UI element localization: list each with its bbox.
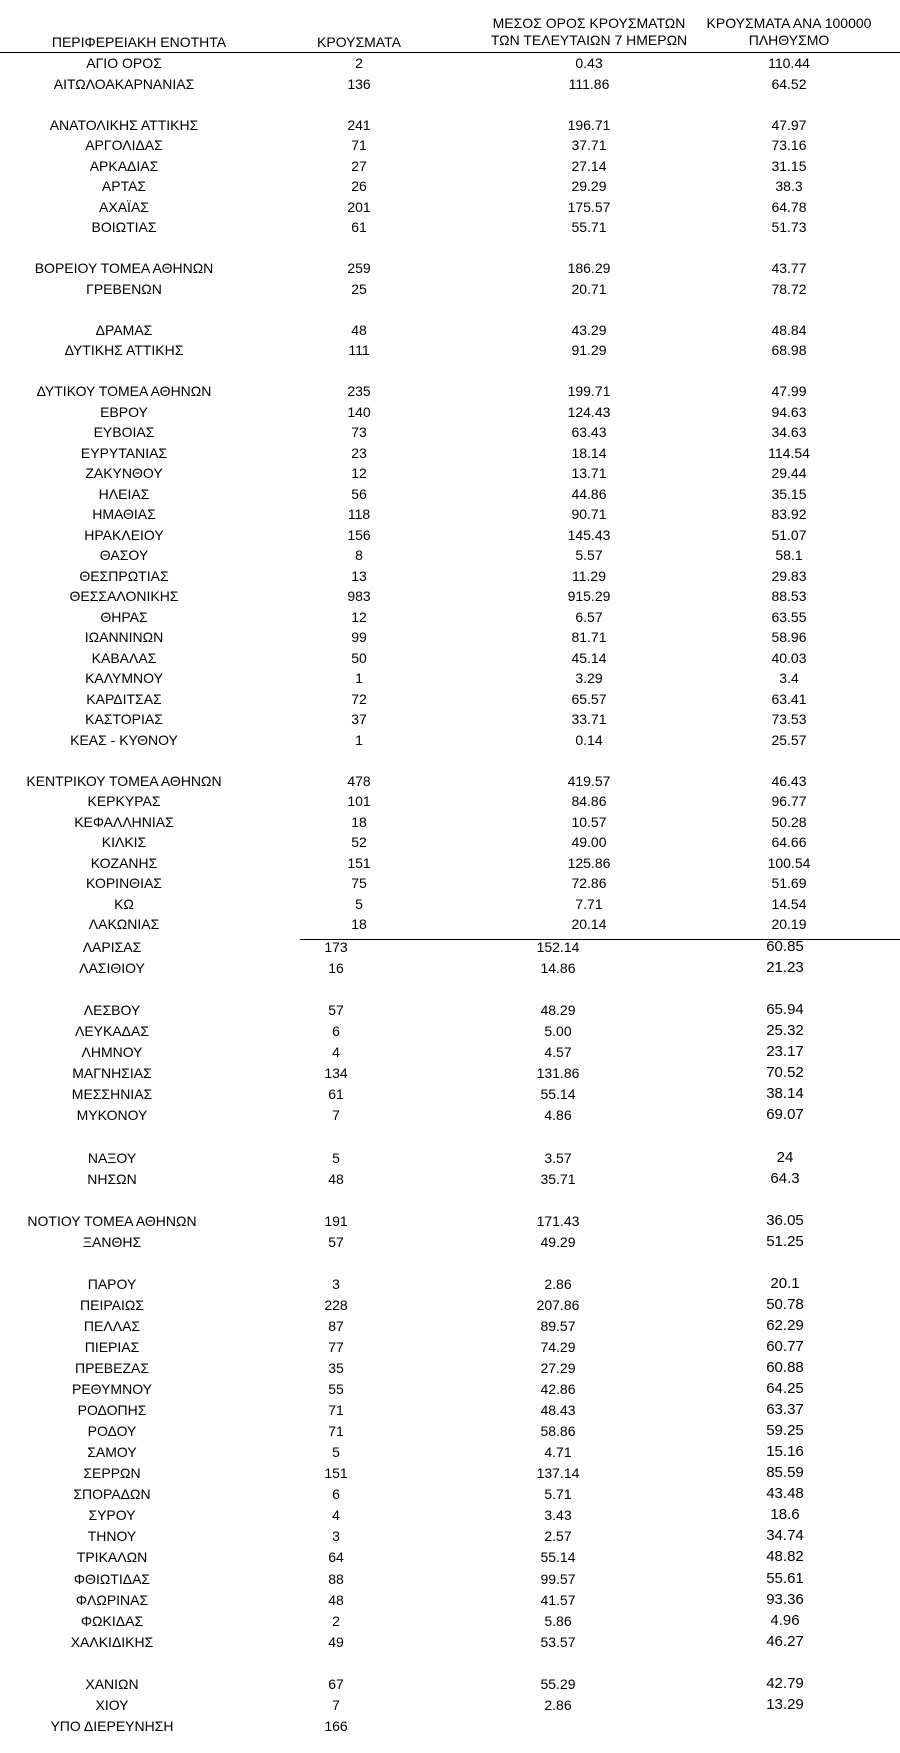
cases-value: 191 [324, 1212, 348, 1229]
cases-value: 166 [324, 1717, 348, 1734]
cases-value: 173 [324, 939, 348, 955]
cases-per-100000-value: 78.72 [771, 280, 807, 297]
cases-per-100000-value: 51.69 [771, 875, 807, 891]
cases-value: 111 [348, 342, 370, 358]
region-name: ΧΑΝΙΩΝ [85, 1675, 139, 1692]
avg-7-days-value: 199.71 [567, 383, 611, 399]
cases-per-100000-value: 25.57 [771, 731, 807, 748]
region-name: ΗΛΕΙΑΣ [98, 485, 150, 502]
cases-value: 134 [324, 1065, 348, 1082]
cases-per-100000-value: 63.37 [766, 1401, 804, 1419]
cases-per-100000-value: 51.25 [766, 1232, 804, 1250]
cases-per-100000-value: 29.44 [771, 465, 807, 481]
cases-per-100000-value: 36.05 [766, 1211, 804, 1229]
cases-per-100000-value: 88.53 [771, 588, 807, 604]
cases-per-100000-value: 48.82 [766, 1548, 804, 1566]
avg-7-days-value: 27.14 [571, 157, 607, 174]
cases-per-100000-value: 60.88 [766, 1359, 804, 1376]
region-name: ΣΕΡΡΩΝ [83, 1465, 141, 1482]
cases-per-100000-value: 58.96 [771, 629, 807, 645]
cases-value: 6 [332, 1023, 340, 1040]
cases-per-100000-value: 94.63 [771, 403, 807, 420]
cases-per-100000-value: 62.29 [766, 1316, 804, 1334]
avg-7-days-value: 45.14 [571, 649, 607, 666]
avg-7-days-value: 2.86 [544, 1696, 572, 1713]
region-name: ΛΕΥΚΑΔΑΣ [74, 1023, 150, 1040]
avg-7-days-value: 171.43 [536, 1212, 580, 1229]
cases-value: 5 [332, 1149, 340, 1166]
region-name: ΚΕΝΤΡΙΚΟΥ ΤΟΜΕΑ ΑΘΗΝΩΝ [26, 772, 222, 789]
avg-7-days-value: 175.57 [567, 198, 611, 215]
cases-value: 4 [332, 1507, 340, 1524]
cases-value: 6 [332, 1486, 340, 1503]
avg-7-days-value: 53.57 [540, 1633, 576, 1650]
region-name: ΕΥΒΟΙΑΣ [93, 424, 155, 440]
region-name: ΤΡΙΚΑΛΩΝ [76, 1549, 148, 1566]
cases-value: 26 [351, 178, 367, 194]
avg-7-days-value: 111.86 [568, 75, 610, 92]
avg-7-days-value: 6.57 [575, 608, 603, 625]
cases-value: 27 [351, 157, 367, 174]
cases-per-100000-value: 64.78 [771, 198, 807, 215]
region-name: ΔΥΤΙΚΗΣ ΑΤΤΙΚΗΣ [64, 342, 184, 358]
cases-value: 7 [332, 1696, 340, 1713]
cases-value: 118 [347, 506, 371, 522]
avg-7-days-value: 18.14 [571, 444, 607, 461]
cases-value: 57 [328, 1002, 344, 1019]
avg-7-days-value: 124.43 [567, 403, 611, 420]
cases-value: 2 [332, 1612, 340, 1629]
region-name: ΚΑΒΑΛΑΣ [91, 649, 157, 666]
cases-per-100000-value: 64.66 [771, 834, 807, 850]
avg-7-days-value: 48.29 [540, 1002, 576, 1019]
region-name: ΒΟΡΕΙΟΥ ΤΟΜΕΑ ΑΘΗΝΩΝ [34, 260, 214, 276]
cases-per-100000-value: 34.74 [766, 1527, 804, 1545]
avg-7-days-value: 58.86 [540, 1423, 576, 1440]
cases-value: 4 [332, 1044, 340, 1061]
cases-per-100000-value: 40.03 [771, 649, 807, 666]
region-name: ΛΑΚΩΝΙΑΣ [88, 916, 160, 932]
region-name: ΒΟΙΩΤΙΑΣ [91, 219, 157, 235]
cases-per-100000-value: 29.83 [771, 567, 807, 584]
cases-per-100000-value: 47.99 [771, 383, 807, 399]
avg-7-days-value: 55.29 [540, 1675, 576, 1692]
avg-7-days-value: 37.71 [571, 137, 607, 153]
cases-value: 35 [328, 1360, 344, 1376]
cases-per-100000-value: 69.07 [766, 1106, 804, 1124]
region-name: ΑΧΑΪΑΣ [99, 198, 149, 215]
cases-value: 235 [347, 383, 371, 399]
cases-value: 140 [347, 403, 371, 420]
avg-7-days-value: 49.00 [571, 834, 607, 850]
region-name: ΘΕΣΣΑΛΟΝΙΚΗΣ [69, 588, 179, 604]
avg-7-days-value: 99.57 [540, 1570, 576, 1587]
region-name: ΑΡΓΟΛΙΔΑΣ [85, 137, 163, 153]
region-name: ΜΥΚΟΝΟΥ [76, 1107, 148, 1124]
avg-7-days-value: 35.71 [540, 1170, 576, 1187]
region-name: ΣΥΡΟΥ [88, 1507, 136, 1524]
cases-per-100000-value: 25.32 [766, 1022, 804, 1040]
region-name: ΕΥΡΥΤΑΝΙΑΣ [80, 444, 168, 461]
region-name: ΚΑΛΥΜΝΟΥ [85, 670, 163, 686]
cases-value: 2 [355, 55, 363, 71]
avg-7-days-value: 3.43 [544, 1507, 572, 1524]
region-name: ΑΓΙΟ ΟΡΟΣ [86, 55, 162, 71]
cases-per-100000-value: 51.73 [771, 219, 807, 235]
avg-7-days-value: 49.29 [540, 1233, 576, 1250]
avg-7-days-value: 20.71 [571, 280, 607, 297]
avg-7-days-value: 20.14 [571, 916, 607, 932]
avg-7-days-value: 419.57 [567, 772, 611, 789]
region-name: ΡΟΔΟΥ [87, 1423, 137, 1440]
avg-7-days-value: 5.00 [544, 1023, 572, 1040]
cases-per-100000-value: 73.53 [771, 711, 807, 727]
region-name: ΜΕΣΣΗΝΙΑΣ [71, 1086, 153, 1103]
region-name: ΚΩ [114, 895, 134, 912]
cases-per-100000-value: 24 [776, 1148, 794, 1166]
avg-7-days-value: 152.14 [536, 939, 580, 955]
avg-7-days-value: 3.29 [575, 670, 603, 686]
cases-per-100000-value: 51.07 [771, 526, 807, 543]
cases-value: 12 [351, 608, 367, 625]
cases-value: 50 [351, 649, 367, 666]
avg-7-days-value: 55.14 [540, 1549, 576, 1566]
cases-per-100000-value: 14.54 [771, 895, 807, 912]
cases-value: 8 [355, 547, 363, 563]
region-name: ΑΙΤΩΛΟΑΚΑΡΝΑΝΙΑΣ [53, 75, 195, 92]
header-region: ΠΕΡΙΦΕΡΕΙΑΚΗ ΕΝΟΤΗΤΑ [51, 34, 227, 50]
cases-per-100000-value: 58.1 [775, 547, 803, 563]
cases-value: 5 [332, 1444, 340, 1461]
avg-7-days-value: 63.43 [571, 424, 607, 440]
avg-7-days-value: 41.57 [540, 1591, 576, 1608]
region-name: ΚΕΦΑΛΛΗΝΙΑΣ [74, 813, 174, 830]
region-name: ΚΙΛΚΙΣ [101, 834, 147, 850]
cases-per-100000-value: 83.92 [771, 506, 807, 522]
region-name: ΦΘΙΩΤΙΔΑΣ [73, 1570, 151, 1587]
region-name: ΚΕΡΚΥΡΑΣ [87, 793, 161, 809]
cases-per-100000-value: 47.97 [771, 116, 807, 133]
avg-7-days-value: 125.86 [567, 854, 611, 871]
cases-value: 13 [351, 567, 367, 584]
cases-per-100000-value: 60.77 [766, 1337, 804, 1355]
avg-7-days-value: 4.57 [544, 1044, 572, 1061]
cases-value: 156 [347, 526, 371, 543]
avg-7-days-value: 10.57 [571, 813, 607, 830]
cases-per-100000-value: 46.43 [771, 772, 807, 789]
cases-value: 18 [351, 813, 367, 830]
cases-value: 18 [351, 916, 367, 932]
region-name: ΔΡΑΜΑΣ [95, 321, 153, 338]
cases-value: 72 [351, 690, 367, 707]
region-name: ΗΜΑΘΙΑΣ [92, 506, 156, 522]
cases-value: 55 [328, 1381, 344, 1398]
avg-7-days-value: 4.71 [544, 1444, 572, 1461]
region-name: ΣΑΜΟΥ [87, 1444, 137, 1461]
avg-7-days-value: 0.43 [575, 55, 603, 71]
region-name: ΓΡΕΒΕΝΩΝ [86, 280, 162, 297]
cases-value: 1 [355, 670, 363, 686]
header-avg-7-days: ΜΕΣΟΣ ΟΡΟΣ ΚΡΟΥΣΜΑΤΩΝ ΤΩΝ ΤΕΛΕΥΤΑΙΩΝ 7 ΗΜΕΡΩΝ [490, 15, 688, 48]
cases-per-100000-value: 43.77 [771, 260, 807, 276]
avg-7-days-value: 33.71 [571, 711, 607, 727]
cases-value: 56 [351, 485, 367, 502]
region-name: ΕΒΡΟΥ [100, 403, 148, 420]
cases-value: 75 [351, 875, 367, 891]
cases-per-100000-value: 64.25 [766, 1380, 804, 1398]
avg-7-days-value: 55.71 [571, 219, 607, 235]
cases-value: 12 [351, 465, 367, 481]
region-name: ΑΡΤΑΣ [101, 178, 147, 194]
region-name: ΛΕΣΒΟΥ [83, 1002, 141, 1019]
region-name: ΠΕΙΡΑΙΩΣ [80, 1296, 144, 1313]
region-name: ΘΑΣΟΥ [99, 547, 149, 563]
region-name: ΧΑΛΚΙΔΙΚΗΣ [70, 1633, 154, 1650]
region-name: ΠΕΛΛΑΣ [83, 1317, 141, 1334]
cases-value: 101 [347, 793, 371, 809]
cases-per-100000-value: 93.36 [766, 1590, 804, 1608]
region-name: ΚΑΣΤΟΡΙΑΣ [85, 711, 163, 727]
cases-per-100000-value: 85.59 [766, 1464, 804, 1482]
cases-value: 73 [351, 424, 367, 440]
region-name: ΚΟΡΙΝΘΙΑΣ [86, 875, 162, 891]
cases-per-100000-value: 15.16 [766, 1443, 804, 1461]
cases-per-100000-value: 59.25 [766, 1422, 804, 1440]
cases-value: 136 [347, 75, 371, 92]
cases-per-100000-value: 3.4 [779, 670, 799, 686]
region-name: ΥΠΟ ΔΙΕΡΕΥΝΗΣΗ [50, 1717, 174, 1734]
avg-7-days-value: 7.71 [575, 895, 603, 912]
cases-value: 71 [328, 1423, 344, 1440]
avg-7-days-value: 55.14 [540, 1086, 576, 1103]
cases-per-100000-value: 60.85 [766, 938, 804, 955]
cases-value: 478 [347, 772, 371, 789]
cases-value: 64 [328, 1549, 344, 1566]
region-name: ΦΛΩΡΙΝΑΣ [75, 1591, 149, 1608]
avg-7-days-value: 11.29 [572, 567, 606, 584]
cases-per-100000-value: 38.3 [775, 178, 803, 194]
region-name: ΝΟΤΙΟΥ ΤΟΜΕΑ ΑΘΗΝΩΝ [27, 1212, 197, 1229]
cases-value: 67 [328, 1675, 344, 1692]
cases-per-100000-value: 35.15 [771, 485, 807, 502]
cases-per-100000-value: 114.54 [768, 444, 810, 461]
cases-per-100000-value: 96.77 [771, 793, 807, 809]
region-name: ΑΡΚΑΔΙΑΣ [89, 157, 159, 174]
cases-per-100000-value: 21.23 [766, 959, 804, 977]
cases-per-100000-value: 43.48 [766, 1485, 804, 1503]
cases-per-100000-value: 42.79 [766, 1674, 804, 1692]
avg-7-days-value: 5.71 [544, 1486, 572, 1503]
region-name: ΑΝΑΤΟΛΙΚΗΣ ΑΤΤΙΚΗΣ [49, 116, 199, 133]
cases-value: 71 [328, 1402, 344, 1419]
cases-value: 23 [351, 444, 367, 461]
cases-value: 71 [351, 137, 367, 153]
cases-value: 983 [347, 588, 371, 604]
avg-7-days-value: 3.57 [544, 1149, 572, 1166]
cases-per-100000-value: 64.52 [771, 75, 807, 92]
cases-value: 7 [332, 1107, 340, 1124]
region-name: ΘΕΣΠΡΩΤΙΑΣ [79, 567, 169, 584]
region-name: ΝΑΞΟΥ [87, 1149, 137, 1166]
region-name: ΗΡΑΚΛΕΙΟΥ [84, 526, 164, 543]
cases-per-100000-value: 48.84 [771, 321, 807, 338]
cases-value: 259 [347, 260, 371, 276]
region-name: ΛΑΡΙΣΑΣ [82, 939, 142, 955]
region-name: ΝΗΣΩΝ [87, 1170, 137, 1187]
cases-value: 16 [328, 960, 344, 977]
avg-7-days-value: 84.86 [571, 793, 607, 809]
cases-per-100000-value: 20.1 [770, 1274, 800, 1292]
region-name: ΘΗΡΑΣ [100, 608, 148, 625]
avg-7-days-value: 2.57 [544, 1528, 572, 1545]
region-name: ΠΑΡΟΥ [87, 1275, 137, 1292]
region-name: ΡΕΘΥΜΝΟΥ [71, 1381, 152, 1398]
cases-per-100000-value: 46.27 [766, 1632, 804, 1650]
avg-7-days-value: 186.29 [567, 260, 611, 276]
cases-per-100000-value: 38.14 [766, 1085, 804, 1103]
region-name: ΠΙΕΡΙΑΣ [84, 1338, 140, 1355]
avg-7-days-value: 27.29 [540, 1360, 576, 1376]
avg-7-days-value: 91.29 [571, 342, 607, 358]
avg-7-days-value: 5.57 [575, 547, 603, 563]
cases-value: 151 [324, 1465, 348, 1482]
cases-value: 5 [355, 895, 363, 912]
region-name: ΚΑΡΔΙΤΣΑΣ [86, 690, 162, 707]
avg-7-days-value: 196.71 [567, 116, 611, 133]
cases-per-100000-value: 55.61 [766, 1569, 804, 1587]
avg-7-days-value: 90.71 [571, 506, 607, 522]
cases-value: 201 [347, 198, 371, 215]
avg-7-days-value: 4.86 [544, 1107, 572, 1124]
region-name: ΣΠΟΡΑΔΩΝ [73, 1486, 151, 1503]
cases-value: 49 [328, 1633, 344, 1650]
avg-7-days-value: 207.86 [536, 1296, 580, 1313]
region-name: ΙΩΑΝΝΙΝΩΝ [84, 629, 164, 645]
region-name: ΛΗΜΝΟΥ [81, 1044, 143, 1061]
avg-7-days-value: 89.57 [540, 1317, 576, 1334]
avg-7-days-value: 43.29 [571, 321, 607, 338]
region-name: ΖΑΚΥΝΘΟΥ [85, 465, 163, 481]
cases-value: 88 [328, 1570, 344, 1587]
avg-7-days-value: 44.86 [571, 485, 607, 502]
cases-value: 87 [328, 1317, 344, 1334]
avg-7-days-value: 5.86 [544, 1612, 572, 1629]
cases-value: 48 [351, 321, 367, 338]
region-name: ΜΑΓΝΗΣΙΑΣ [72, 1065, 152, 1082]
cases-value: 48 [328, 1591, 344, 1608]
cases-per-100000-value: 70.52 [766, 1064, 804, 1082]
cases-per-100000-value: 4.96 [770, 1611, 800, 1629]
cases-per-100000-value: 63.55 [771, 608, 807, 625]
avg-7-days-value: 131.86 [536, 1065, 580, 1082]
cases-value: 48 [328, 1170, 344, 1187]
cases-per-100000-value: 73.16 [771, 137, 807, 153]
avg-7-days-value: 14.86 [540, 960, 576, 977]
cases-per-100000-value: 31.15 [771, 157, 807, 174]
cases-per-100000-value: 65.94 [766, 1001, 804, 1019]
cases-value: 77 [328, 1338, 344, 1355]
avg-7-days-value: 81.71 [571, 629, 607, 645]
avg-7-days-value: 29.29 [571, 178, 607, 194]
cases-per-100000-value: 18.6 [770, 1506, 800, 1524]
avg-7-days-value: 915.29 [567, 588, 611, 604]
cases-per-100000-value: 20.19 [771, 916, 807, 932]
region-name: ΡΟΔΟΠΗΣ [77, 1402, 147, 1419]
region-name: ΤΗΝΟΥ [87, 1528, 137, 1545]
avg-7-days-value: 13.71 [571, 465, 607, 481]
header-cases: ΚΡΟΥΣΜΑΤΑ [317, 34, 401, 50]
avg-7-days-value: 74.29 [540, 1338, 576, 1355]
region-name: ΞΑΝΘΗΣ [82, 1233, 142, 1250]
cases-per-100000-value: 23.17 [766, 1043, 804, 1061]
avg-7-days-value: 65.57 [571, 690, 607, 707]
avg-7-days-value: 72.86 [571, 875, 607, 891]
cases-value: 25 [351, 280, 367, 297]
cases-value: 99 [351, 629, 367, 645]
cases-value: 37 [351, 711, 367, 727]
cases-per-100000-value: 34.63 [771, 424, 807, 440]
header-cases-per-100000: ΚΡΟΥΣΜΑΤΑ ΑΝΑ 100000 ΠΛΗΘΥΣΜΟ [706, 15, 872, 48]
cases-per-100000-value: 50.28 [771, 813, 807, 830]
cases-per-100000-value: 63.41 [771, 690, 807, 707]
cases-per-100000-value: 50.78 [766, 1295, 804, 1313]
region-name: ΦΩΚΙΔΑΣ [80, 1612, 144, 1629]
cases-value: 3 [332, 1528, 340, 1545]
region-name: ΛΑΣΙΘΙΟΥ [79, 960, 145, 977]
region-name: ΚΕΑΣ - ΚΥΘΝΟΥ [70, 731, 178, 748]
avg-7-days-value: 42.86 [540, 1381, 576, 1398]
cases-value: 3 [332, 1275, 340, 1292]
avg-7-days-value: 145.43 [567, 526, 611, 543]
region-name: ΧΙΟΥ [95, 1696, 129, 1713]
cases-per-100000-value: 13.29 [766, 1695, 804, 1713]
cases-per-100000-value: 64.3 [770, 1169, 800, 1187]
cases-value: 52 [351, 834, 367, 850]
cases-value: 57 [328, 1233, 344, 1250]
region-name: ΠΡΕΒΕΖΑΣ [74, 1360, 149, 1376]
region-name: ΔΥΤΙΚΟΥ ΤΟΜΕΑ ΑΘΗΝΩΝ [36, 383, 212, 399]
cases-value: 1 [355, 731, 363, 748]
avg-7-days-value: 2.86 [544, 1275, 572, 1292]
cases-value: 228 [324, 1296, 348, 1313]
region-name: ΚΟΖΑΝΗΣ [90, 854, 158, 871]
cases-value: 61 [351, 219, 367, 235]
cases-per-100000-value: 110.44 [768, 55, 810, 71]
cases-per-100000-value: 100.54 [767, 854, 811, 871]
avg-7-days-value: 48.43 [540, 1402, 576, 1419]
cases-value: 61 [328, 1086, 344, 1103]
avg-7-days-value: 0.14 [575, 731, 603, 748]
avg-7-days-value: 137.14 [536, 1465, 580, 1482]
cases-value: 241 [347, 116, 371, 133]
cases-per-100000-value: 68.98 [771, 342, 807, 358]
cases-value: 151 [347, 854, 371, 871]
